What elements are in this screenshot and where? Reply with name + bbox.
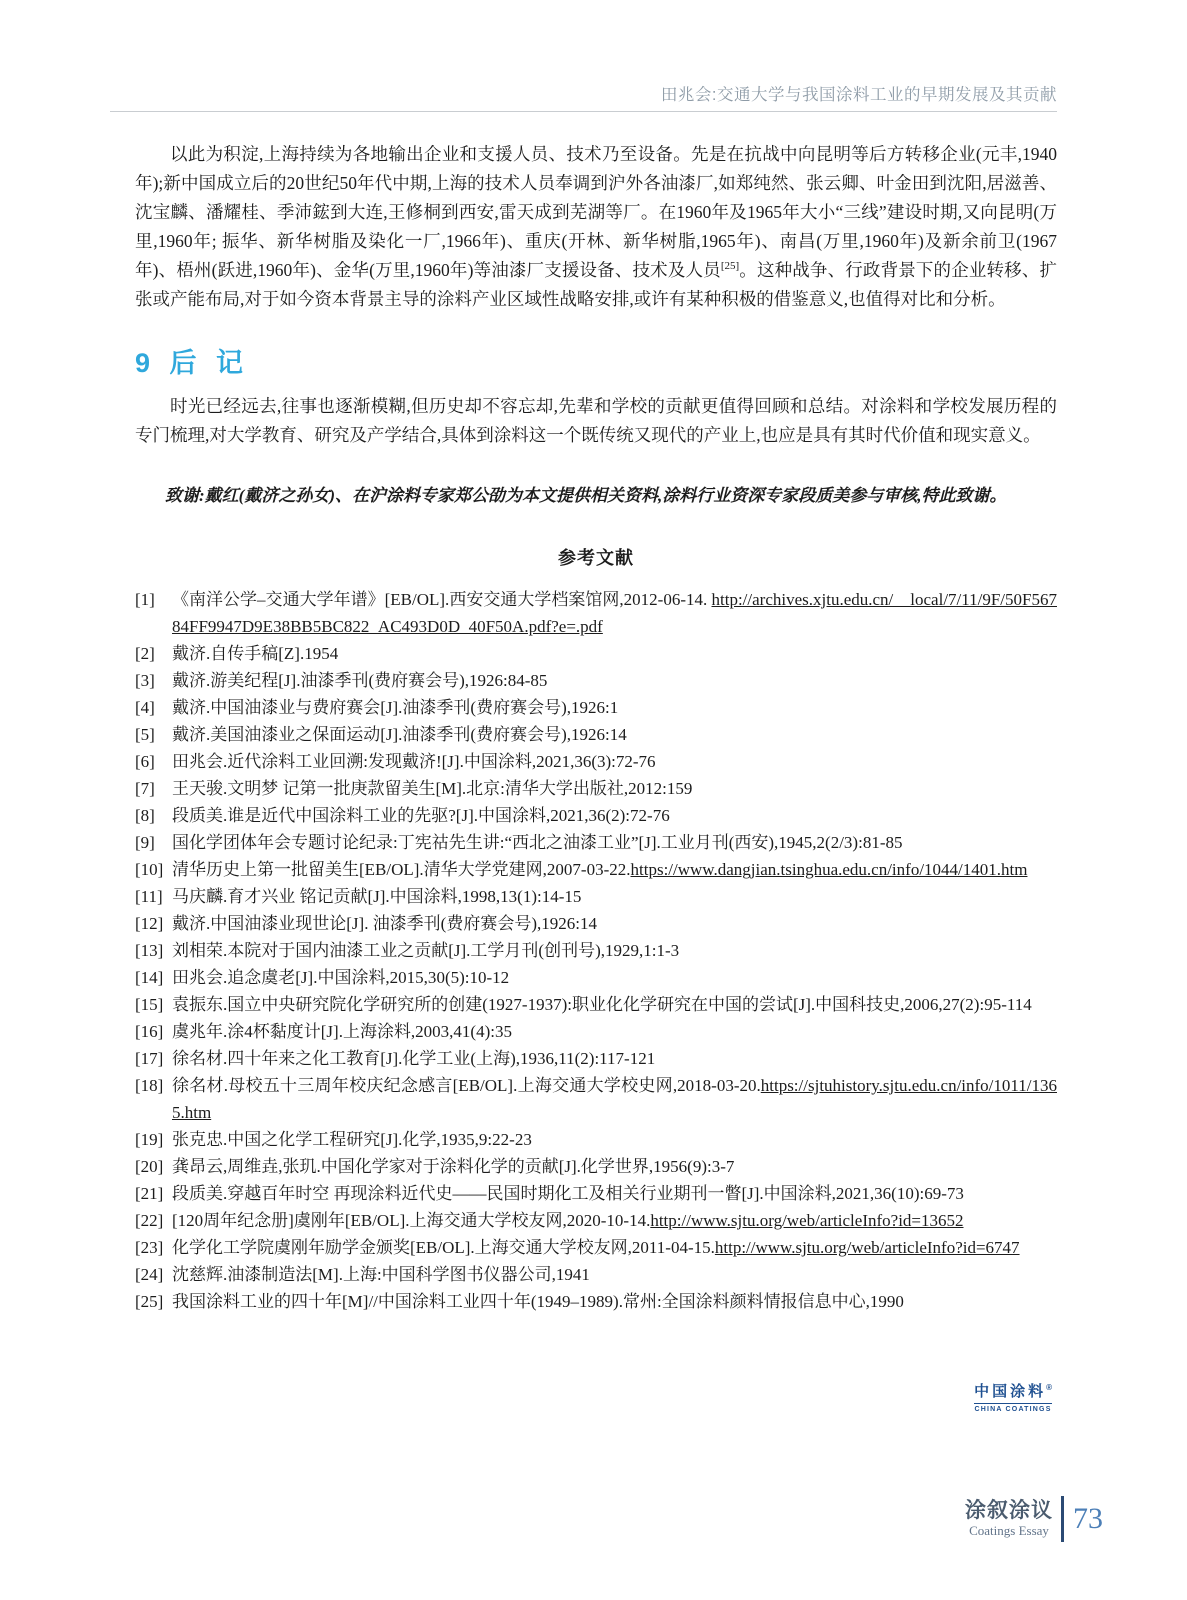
reference-text: 张克忠.中国之化学工程研究[J].化学,1935,9:22-23 bbox=[172, 1130, 532, 1149]
reference-item bbox=[135, 1261, 1057, 1288]
reference-text: [120周年纪念册]虞刚年[EB/OL].上海交通大学校友网,2020-10-14. bbox=[172, 1211, 651, 1230]
reference-text: 戴济.游美纪程[J].油漆季刊(费府赛会号),1926:84-85 bbox=[172, 671, 548, 690]
reference-text: 段质美.穿越百年时空 再现涂料近代史——民国时期化工及相关行业期刊一瞥[J].中国涂料,2021,36(10):69-73 bbox=[172, 1184, 964, 1203]
reference-number: [9] bbox=[135, 833, 155, 852]
reference-item bbox=[135, 937, 1057, 964]
reference-number: [25] bbox=[135, 1292, 164, 1311]
reference-text: 龚昂云,周维垚,张玑.中国化学家对于涂料化学的贡献[J].化学世界,1956(9):3-7 bbox=[172, 1157, 735, 1176]
body-paragraph-2: 时光已经远去,往事也逐渐模糊,但历史却不容忘却,先辈和学校的贡献更值得回顾和总结。对涂料和学校发展历程的专门梳理,对大学教育、研究及产学结合,具体到涂料这一个既传统又现代的产业上,也应是具有其时代价值和现实意义。 bbox=[135, 396, 1057, 445]
reference-number: [5] bbox=[135, 725, 155, 744]
reference-number: [4] bbox=[135, 698, 155, 717]
reference-number: [3] bbox=[135, 671, 155, 690]
reference-item bbox=[135, 748, 1057, 775]
reference-item bbox=[135, 1207, 1057, 1234]
reference-text: 刘相荣.本院对于国内油漆工业之贡献[J].工学月刊(创刊号),1929,1:1-3 bbox=[172, 941, 680, 960]
header-divider bbox=[110, 111, 1057, 112]
reference-text: 《南洋公学–交通大学年谱》[EB/OL].西安交通大学档案馆网,2012-06-14. bbox=[172, 590, 712, 609]
brand-chinese-name bbox=[974, 1380, 1052, 1400]
reference-link[interactable]: http://www.sjtu.org/web/articleInfo?id=13652 bbox=[650, 1211, 964, 1230]
section-heading-epilogue: 9 后 记 bbox=[135, 348, 244, 378]
reference-item bbox=[135, 1288, 1057, 1315]
reference-number: [2] bbox=[135, 644, 155, 663]
paragraph-text: 。这种战争、行政背景下的企业转移、扩张或产能布局,对于如今资本背景主导的涂料产业区域性战略安排,或许有某种积极的借鉴意义,也值得对比和分析。 bbox=[135, 260, 1058, 309]
reference-text: 田兆会.近代涂料工业回溯:发现戴济![J].中国涂料,2021,36(3):72-76 bbox=[172, 752, 656, 771]
reference-number: [18] bbox=[135, 1076, 164, 1095]
reference-text: 袁振东.国立中央研究院化学研究所的创建(1927-1937):职业化化学研究在中国的尝试[J].中国科技史,2006,27(2):95-114 bbox=[172, 995, 1032, 1014]
citation-superscript: [25] bbox=[720, 260, 740, 273]
reference-text: 徐名材.母校五十三周年校庆纪念感言[EB/OL].上海交通大学校史网,2018-03-20. bbox=[172, 1076, 761, 1095]
reference-number: [13] bbox=[135, 941, 164, 960]
body-paragraph-1 bbox=[135, 140, 1057, 314]
reference-number: [14] bbox=[135, 968, 164, 987]
reference-number: [16] bbox=[135, 1022, 164, 1041]
column-title bbox=[965, 1499, 1053, 1539]
reference-item bbox=[135, 1153, 1057, 1180]
reference-text: 戴济.中国油漆业现世论[J]. 油漆季刊(费府赛会号),1926:14 bbox=[172, 914, 597, 933]
reference-number: [7] bbox=[135, 779, 155, 798]
reference-text: 沈慈辉.油漆制造法[M].上海:中国科学图书仪器公司,1941 bbox=[172, 1265, 590, 1284]
reference-item bbox=[135, 667, 1057, 694]
reference-number: [6] bbox=[135, 752, 155, 771]
brand-english-name: CHINA COATINGS bbox=[974, 1403, 1052, 1413]
reference-link[interactable]: http://www.sjtu.org/web/articleInfo?id=6747 bbox=[714, 1238, 1020, 1257]
reference-number: [22] bbox=[135, 1211, 164, 1230]
references-list bbox=[135, 586, 1057, 1315]
reference-item bbox=[135, 1018, 1057, 1045]
reference-number: [12] bbox=[135, 914, 164, 933]
reference-item bbox=[135, 1072, 1057, 1126]
reference-number: [24] bbox=[135, 1265, 164, 1284]
acknowledgment-note: 致谢:戴红(戴济之孙女)、在沪涂料专家郑公劭为本文提供相关资料,涂料行业资深专家段质美参与审核,特此致谢。 bbox=[165, 486, 1007, 505]
reference-link[interactable]: https://www.dangjian.tsinghua.edu.cn/info/1044/1401.htm bbox=[630, 860, 1028, 879]
page-number: 73 bbox=[1073, 1502, 1103, 1535]
reference-text: 马庆麟.育才兴业 铭记贡献[J].中国涂料,1998,13(1):14-15 bbox=[172, 887, 582, 906]
reference-text: 戴济.美国油漆业之保面运动[J].油漆季刊(费府赛会号),1926:14 bbox=[172, 725, 627, 744]
reference-item bbox=[135, 856, 1057, 883]
reference-item bbox=[135, 910, 1057, 937]
reference-number: [8] bbox=[135, 806, 155, 825]
column-title-english: Coatings Essay bbox=[969, 1523, 1049, 1538]
reference-number: [10] bbox=[135, 860, 164, 879]
registered-mark-icon: ® bbox=[1046, 1383, 1052, 1392]
reference-number: [19] bbox=[135, 1130, 164, 1149]
reference-item bbox=[135, 694, 1057, 721]
reference-text: 徐名材.四十年来之化工教育[J].化学工业(上海),1936,11(2):117-121 bbox=[172, 1049, 656, 1068]
reference-number: [20] bbox=[135, 1157, 164, 1176]
reference-text: 王天骏.文明梦 记第一批庚款留美生[M].北京:清华大学出版社,2012:159 bbox=[172, 779, 693, 798]
reference-item bbox=[135, 802, 1057, 829]
reference-text: 戴济.中国油漆业与费府赛会[J].油漆季刊(费府赛会号),1926:1 bbox=[172, 698, 619, 717]
reference-text: 清华历史上第一批留美生[EB/OL].清华大学党建网,2007-03-22. bbox=[172, 860, 631, 879]
reference-item bbox=[135, 640, 1057, 667]
reference-text: 化学化工学院虞刚年励学金颁奖[EB/OL].上海交通大学校友网,2011-04-15. bbox=[172, 1238, 715, 1257]
reference-text: 戴济.自传手稿[Z].1954 bbox=[172, 644, 339, 663]
reference-item bbox=[135, 829, 1057, 856]
column-title-chinese: 涂叙涂议 bbox=[965, 1499, 1053, 1522]
reference-number: [1] bbox=[135, 590, 155, 609]
reference-number: [15] bbox=[135, 995, 164, 1014]
reference-item bbox=[135, 1234, 1057, 1261]
reference-item bbox=[135, 775, 1057, 802]
brand-text: 中国涂料 bbox=[974, 1383, 1047, 1400]
reference-item bbox=[135, 964, 1057, 991]
references-heading: 参考文献 bbox=[558, 548, 634, 568]
reference-item bbox=[135, 1126, 1057, 1153]
reference-item bbox=[135, 586, 1057, 640]
reference-number: [21] bbox=[135, 1184, 164, 1203]
reference-link[interactable]: http://archives.xjtu.edu.cn/__local/7/11/9F/50F56784FF9947D9E38BB5BC822_AC493D0D_40F50A.pdf?e=.pdf bbox=[172, 590, 1057, 636]
reference-item bbox=[135, 991, 1057, 1018]
paragraph-text: 以此为积淀,上海持续为各地输出企业和支援人员、技术乃至设备。先是在抗战中向昆明等后方转移企业(元丰,1940年);新中国成立后的20世纪50年代中期,上海的技术人员奉调到沪外各油漆厂,如郑纯然、张云卿、叶金田到沈阳,居滋善、沈宝麟、潘耀桂、季沛鋐到大连,王修桐到西安,雷天成到芜湖等厂。在1960年及1965年大小“三线”建设时期,又向昆明(万里,1960年; 振华、新华树脂及染化一厂,1966年)、重庆(开林、新华树脂,1965年)、南昌(万里,1960年)及新余前卫(1967年)、梧州(跃进,1960年)、金华(万里,1960年)等油漆厂支援设备、技术及人员 bbox=[135, 144, 1057, 280]
reference-item bbox=[135, 1045, 1057, 1072]
reference-text: 国化学团体年会专题讨论纪录:丁宪祜先生讲:“西北之油漆工业”[J].工业月刊(西安),1945,2(2/3):81-85 bbox=[172, 833, 903, 852]
running-head-title: 田兆会:交通大学与我国涂料工业的早期发展及其贡献 bbox=[660, 86, 1057, 104]
reference-number: [11] bbox=[135, 887, 163, 906]
footer-page-marker bbox=[965, 1496, 1103, 1542]
reference-number: [23] bbox=[135, 1238, 164, 1257]
reference-text: 田兆会.追念虞老[J].中国涂料,2015,30(5):10-12 bbox=[172, 968, 510, 987]
reference-text: 虞兆年.涂4杯黏度计[J].上海涂料,2003,41(4):35 bbox=[172, 1022, 512, 1041]
reference-text: 我国涂料工业的四十年[M]//中国涂料工业四十年(1949–1989).常州:全国涂料颜料情报信息中心,1990 bbox=[172, 1292, 904, 1311]
reference-item bbox=[135, 883, 1057, 910]
china-coatings-logo bbox=[974, 1380, 1052, 1413]
divider-bar bbox=[1061, 1496, 1064, 1542]
reference-link[interactable]: https://sjtuhistory.sjtu.edu.cn/info/1011/1365.htm bbox=[172, 1076, 1057, 1122]
reference-item bbox=[135, 1180, 1057, 1207]
reference-item bbox=[135, 721, 1057, 748]
reference-number: [17] bbox=[135, 1049, 164, 1068]
reference-text: 段质美.谁是近代中国涂料工业的先驱?[J].中国涂料,2021,36(2):72-76 bbox=[172, 806, 670, 825]
